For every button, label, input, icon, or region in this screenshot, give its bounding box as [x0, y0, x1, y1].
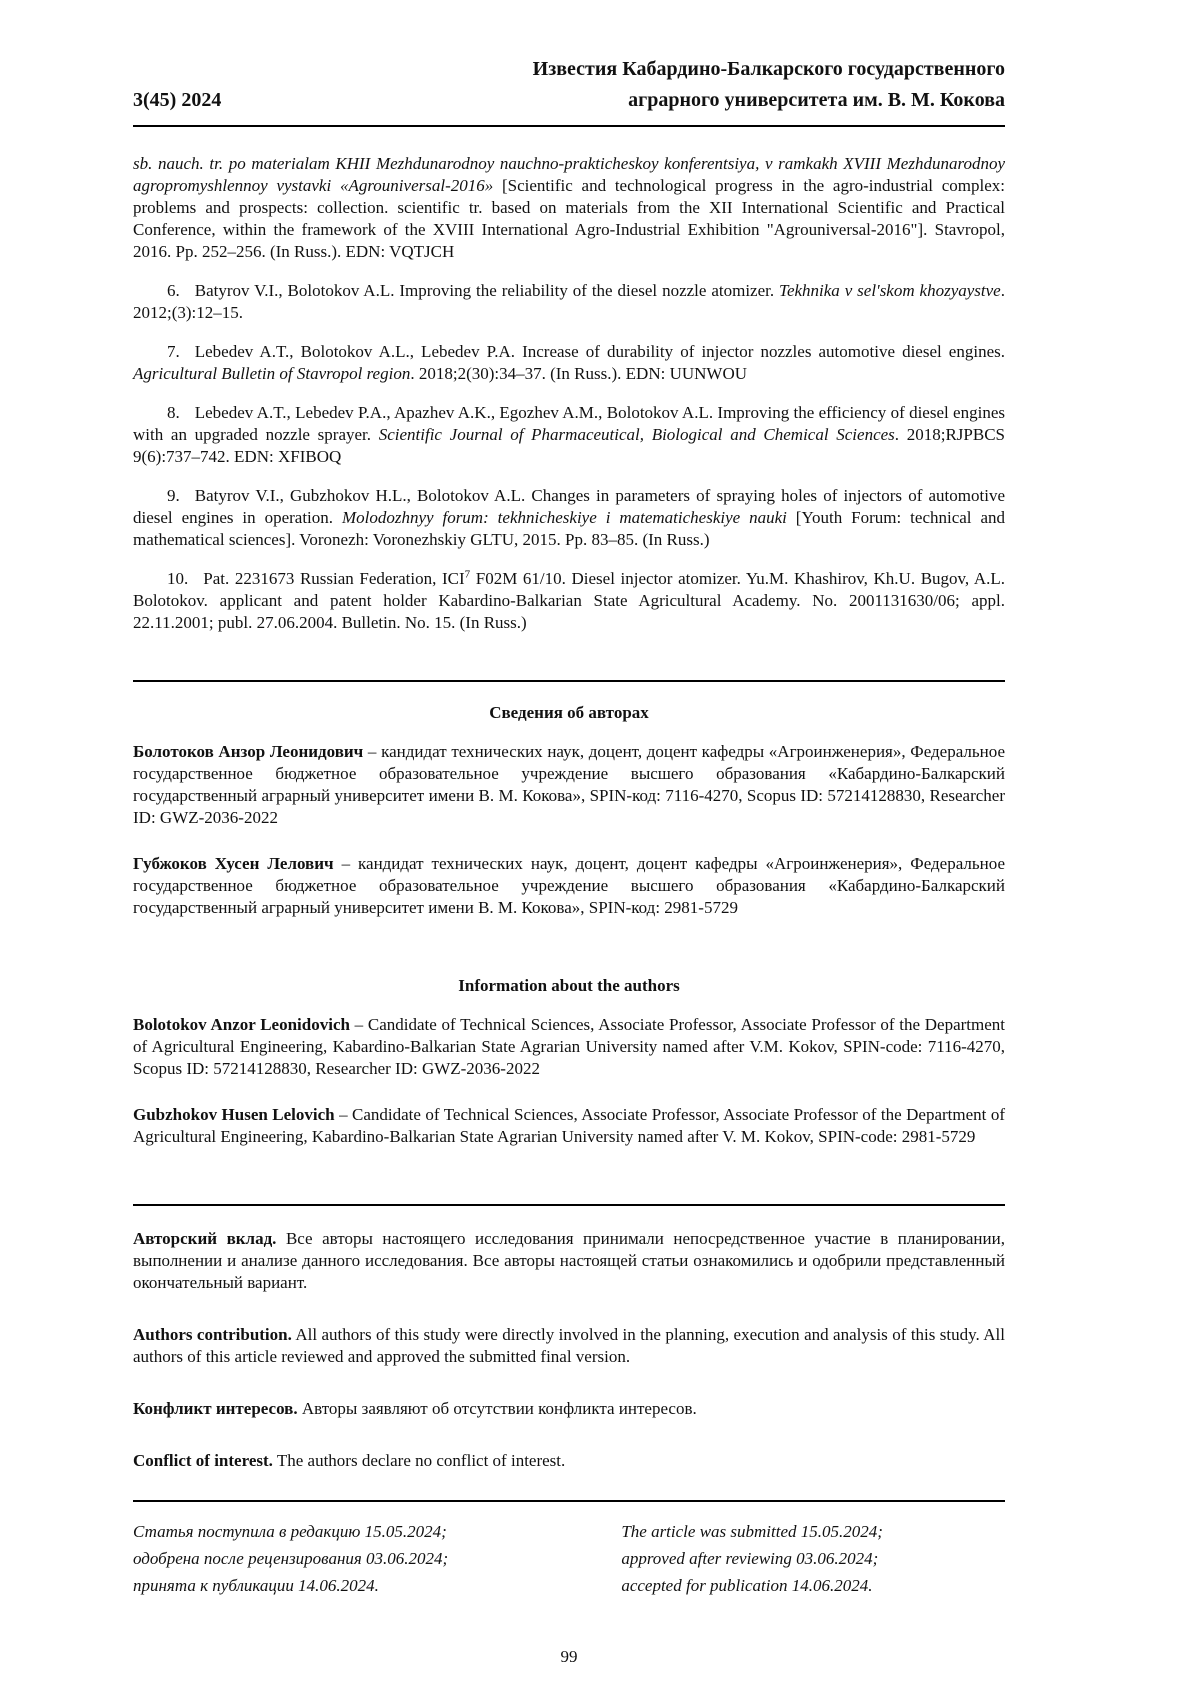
reference-item-9	[133, 485, 1005, 551]
authors-section-divider	[133, 680, 1005, 682]
dates-divider	[133, 1500, 1005, 1502]
reference-continuation	[133, 153, 1005, 263]
reference-number: 7.	[167, 342, 180, 361]
reference-text: Lebedev A.T., Lebedev P.A., Apazhev A.K., Egozhev A.M., Bolotokov A.L. Improving the efficiency of diesel engines with an upgraded nozzle sprayer.	[133, 403, 1005, 444]
author-name: Болотоков Анзор Леонидович	[133, 742, 364, 761]
page-header	[133, 0, 1005, 116]
reference-text: . 2018;2(30):34–37. (In Russ.). EDN: UUNWOU	[410, 364, 748, 383]
reference-item-7	[133, 341, 1005, 385]
superscript: 7	[464, 568, 471, 581]
reference-source-title: Molodozhnyy forum: tekhnicheskiye i matematicheskiye nauki	[341, 508, 787, 527]
statement-label: Авторский вклад.	[133, 1229, 277, 1248]
journal-title-line1: Известия Кабардино-Балкарского государственного	[532, 58, 1005, 80]
reference-text: Lebedev A.T., Bolotokov A.L., Lebedev P.A. Increase of durability of injector nozzles automotive diesel engines.	[194, 342, 1005, 361]
statement-contribution-ru	[133, 1228, 1005, 1294]
reference-text: [Scientific and technological progress in the agro-industrial complex: problems and prospects: collection. scientific tr. based on materials from the XII International Scientific and Practical Conference, within the framework of the XVIII International Agro-Industrial Exhibition "Agrouniversal-2016"]. Stavropol, 2016. Pp. 252–256. (In Russ.). EDN: VQTJCH	[133, 176, 1006, 261]
author-info-ru-2	[133, 853, 1005, 919]
references-section	[133, 153, 1005, 634]
authors-ru-section	[133, 702, 1005, 919]
author-details: – кандидат технических наук, доцент, доцент кафедры «Агроинженерия», Федеральное государственное бюджетное образовательное учреждение высшего образования «Кабардино-Балкарский государственный аграрный университет имени В. М. Кокова», SPIN-код: 7116-4270, Scopus ID: 57214128830, Researcher ID: GWZ-2036-2022	[133, 742, 1005, 827]
author-info-en-2	[133, 1104, 1005, 1148]
authors-en-heading: Information about the authors	[458, 976, 680, 995]
authors-ru-heading: Сведения об авторах	[489, 703, 649, 722]
author-name: Gubzhokov Husen Lelovich	[133, 1105, 335, 1124]
reference-source-title: Tekhnika v sel'skom khozyaystve	[779, 281, 1001, 300]
statement-label: Конфликт интересов.	[133, 1399, 298, 1418]
statement-text: The authors declare no conflict of interest.	[272, 1451, 566, 1470]
date-line: Статья поступила в редакцию 15.05.2024;	[133, 1522, 447, 1541]
statements-divider	[133, 1204, 1005, 1206]
statement-text: All authors of this study were directly involved in the planning, execution and analysis of this study. All authors of this article reviewed and approved the submitted final version.	[133, 1325, 1006, 1366]
reference-text: . 2012;(3):12–15.	[133, 281, 1005, 322]
header-divider	[133, 125, 1005, 127]
reference-source-title: Scientific Journal of Pharmaceutical, Biological and Chemical Sciences	[378, 425, 895, 444]
author-details: – Candidate of Technical Sciences, Associate Professor, Associate Professor of the Department of Agricultural Engineering, Kabardino-Balkarian State Agrarian University named after V. M. Kokov, SPIN-code: 2981-5729	[133, 1105, 1005, 1146]
reference-item-6	[133, 280, 1005, 324]
journal-title-line2: аграрного университета им. В. М. Кокова	[628, 89, 1005, 111]
statements-section	[133, 1228, 1005, 1472]
author-details: – Candidate of Technical Sciences, Associate Professor, Associate Professor of the Department of Agricultural Engineering, Kabardino-Balkarian State Agrarian University named after V.M. Kokov, SPIN-code: 7116-4270, Scopus ID: 57214128830, Researcher ID: GWZ-2036-2022	[133, 1015, 1005, 1078]
journal-title	[533, 54, 1005, 116]
statement-contribution-en	[133, 1324, 1005, 1368]
reference-text: [Youth Forum: technical and mathematical sciences]. Voronezh: Voronezhskiy GLTU, 2015. Pp. 83–85. (In Russ.)	[133, 508, 1005, 549]
submission-dates-ru	[133, 1518, 621, 1599]
reference-source-title: sb. nauch. tr. po materialam KHII Mezhdunarodnoy nauchno-prakticheskoy konferentsiya, v ramkakh XVIII Mezhdunarodnoy agropromyshlennoy vystavki «Agrouniversal-2016»	[133, 154, 1005, 195]
reference-number: 8.	[167, 403, 180, 422]
page-number: 99	[560, 1647, 578, 1666]
date-line: accepted for publication 14.06.2024.	[621, 1576, 873, 1595]
statement-conflict-en	[133, 1450, 1005, 1472]
reference-text: . 2018;RJPBCS 9(6):737–742. EDN: XFIBOQ	[133, 425, 1006, 466]
reference-item-8	[133, 402, 1005, 468]
date-line: approved after reviewing 03.06.2024;	[621, 1549, 879, 1568]
reference-number: 6.	[167, 281, 180, 300]
journal-page	[133, 0, 1005, 1697]
author-details: – кандидат технических наук, доцент, доцент кафедры «Агроинженерия», Федеральное государственное бюджетное образовательное учреждение высшего образования «Кабардино-Балкарский государственный аграрный университет имени В. М. Кокова», SPIN-код: 2981-5729	[133, 854, 1005, 917]
reference-text: Pat. 2231673 Russian Federation, ICI	[203, 569, 465, 588]
date-line: одобрена после рецензирования 03.06.2024;	[133, 1549, 449, 1568]
author-info-ru-1	[133, 741, 1005, 829]
reference-number: 9.	[167, 486, 180, 505]
date-line: принята к публикации 14.06.2024.	[133, 1576, 379, 1595]
reference-text: Batyrov V.I., Bolotokov A.L. Improving the reliability of the diesel nozzle atomizer.	[194, 281, 780, 300]
reference-number: 10.	[167, 569, 189, 588]
submission-dates	[133, 1518, 1005, 1599]
author-name: Bolotokov Anzor Leonidovich	[133, 1015, 350, 1034]
reference-item-10	[133, 568, 1005, 634]
statement-text: Авторы заявляют об отсутствии конфликта интересов.	[297, 1399, 697, 1418]
reference-text: F02M 61/10. Diesel injector atomizer. Yu.M. Khashirov, Kh.U. Bugov, A.L. Bolotokov. applicant and patent holder Kabardino-Balkarian State Agricultural Academy. No. 2001131630/06; appl. 22.11.2001; publ. 27.06.2004. Bulletin. No. 15. (In Russ.)	[133, 569, 1006, 632]
author-name: Губжоков Хусен Лелович	[133, 854, 334, 873]
date-line: The article was submitted 15.05.2024;	[621, 1522, 883, 1541]
issue-number: 3(45) 2024	[133, 89, 222, 111]
reference-source-title: Agricultural Bulletin of Stavropol region	[133, 364, 411, 383]
statement-conflict-ru	[133, 1398, 1005, 1420]
statement-text: Все авторы настоящего исследования принимали непосредственное участие в планировании, выполнении и анализе данного исследования. Все авторы настоящей статьи ознакомились и одобрили представленный окончательный вариант.	[133, 1229, 1005, 1292]
author-info-en-1	[133, 1014, 1005, 1080]
submission-dates-en	[621, 1518, 1005, 1599]
reference-text: Batyrov V.I., Gubzhokov H.L., Bolotokov A.L. Changes in parameters of spraying holes of injectors of automotive diesel engines in operation.	[133, 486, 1005, 527]
statement-label: Authors contribution.	[133, 1325, 292, 1344]
authors-en-section	[133, 975, 1005, 1148]
statement-label: Conflict of interest.	[133, 1451, 273, 1470]
